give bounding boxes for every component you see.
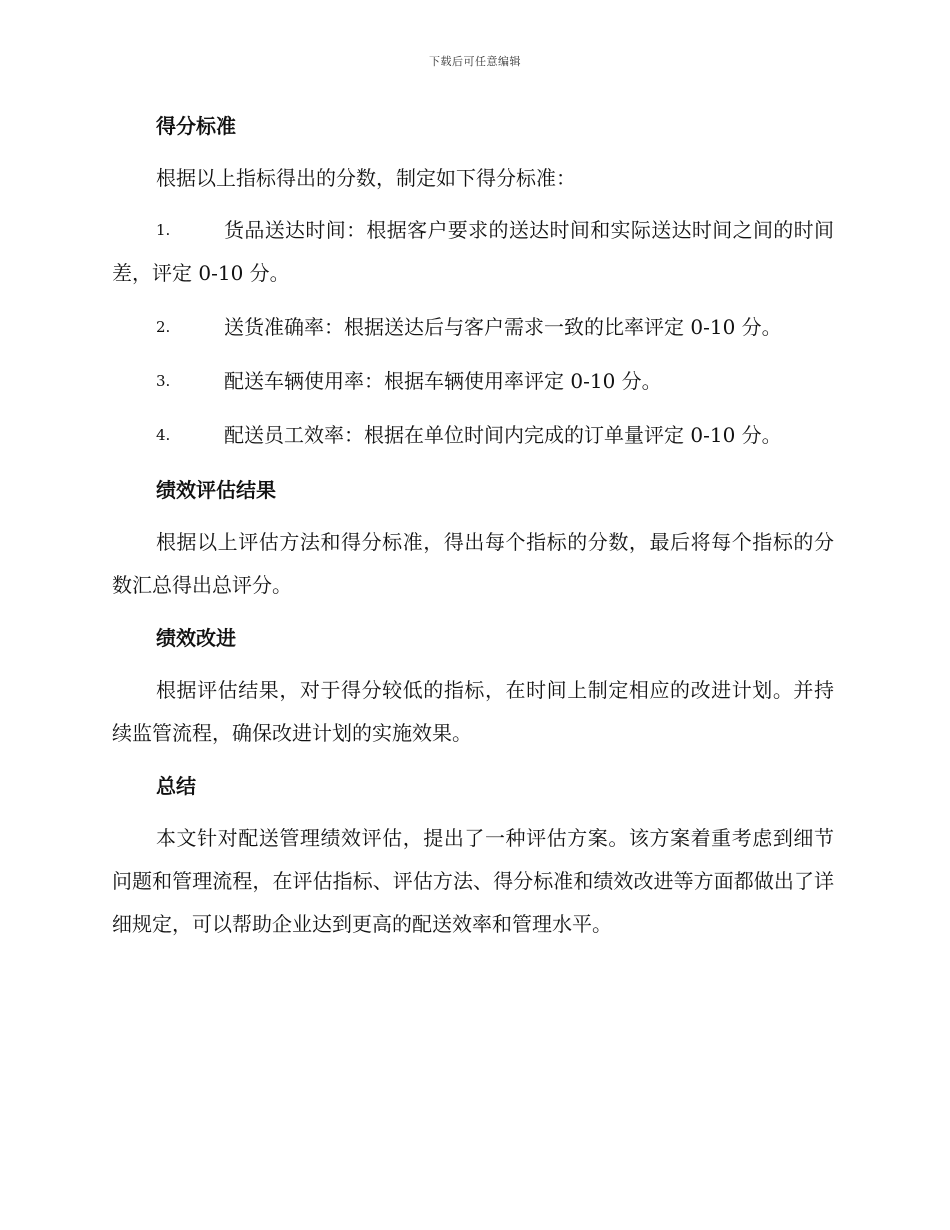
list-item-number: 3.	[156, 372, 171, 390]
list-item	[112, 209, 834, 295]
list-item	[112, 306, 834, 349]
page-header: 下载后可任意编辑	[429, 55, 521, 68]
list-item	[112, 360, 834, 403]
section-heading-scoring: 得分标准	[156, 114, 236, 138]
section-heading-results: 绩效评估结果	[156, 478, 276, 502]
section-heading-summary: 总结	[156, 774, 196, 798]
document-body	[112, 104, 834, 955]
improvement-paragraph: 根据评估结果，对于得分较低的指标，在时间上制定相应的改进计划。并持续监管流程，确保改进计划的实施效果。	[112, 678, 834, 745]
list-item	[112, 414, 834, 457]
results-paragraph: 根据以上评估方法和得分标准，得出每个指标的分数，最后将每个指标的分数汇总得出总评分。	[112, 530, 834, 597]
list-item-number: 4.	[156, 426, 171, 444]
list-item-text: 配送员工效率：根据在单位时间内完成的订单量评定 0-10 分。	[224, 423, 782, 447]
list-item-number: 1.	[156, 221, 171, 239]
section-heading-improvement: 绩效改进	[156, 626, 236, 650]
list-item-number: 2.	[156, 318, 171, 336]
list-item-text: 送货准确率：根据送达后与客户需求一致的比率评定 0-10 分。	[224, 315, 782, 339]
scoring-intro-paragraph: 根据以上指标得出的分数，制定如下得分标准：	[156, 166, 576, 190]
list-item-text: 配送车辆使用率：根据车辆使用率评定 0-10 分。	[224, 369, 662, 393]
list-item-text: 货品送达时间：根据客户要求的送达时间和实际送达时间之间的时间差，评定 0-10 分。	[112, 218, 834, 285]
summary-paragraph: 本文针对配送管理绩效评估，提出了一种评估方案。该方案着重考虑到细节问题和管理流程，在评估指标、评估方法、得分标准和绩效改进等方面都做出了详细规定，可以帮助企业达到更高的配送效率和管理水平。	[112, 826, 834, 936]
